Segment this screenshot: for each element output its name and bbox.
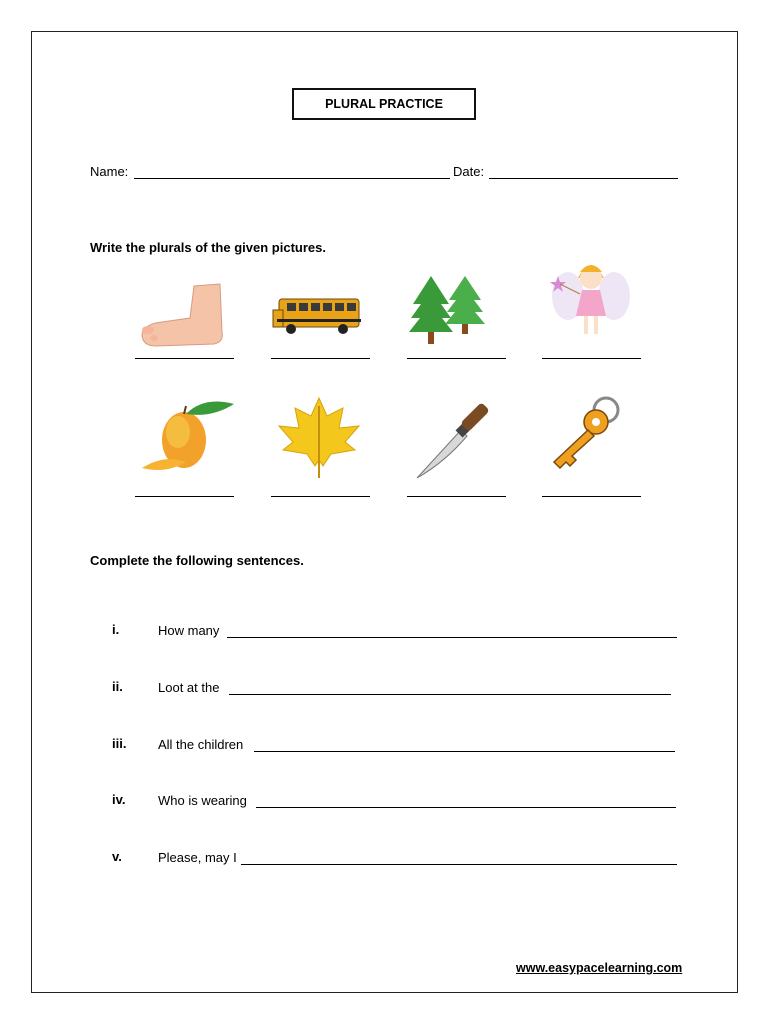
name-field[interactable]	[134, 178, 450, 179]
sentence-answer-line[interactable]	[256, 807, 676, 808]
fairy-icon	[540, 256, 640, 346]
sentence-prompt: How many	[158, 623, 220, 638]
sentence-prompt: All the children	[158, 737, 244, 752]
knife-icon	[405, 392, 505, 482]
key-icon	[540, 392, 640, 482]
item-number: iii.	[112, 736, 127, 751]
item-number: i.	[112, 622, 120, 637]
name-label: Name:	[90, 164, 129, 179]
answer-line[interactable]	[407, 358, 506, 359]
item-number: ii.	[112, 679, 123, 694]
sentence-answer-line[interactable]	[229, 694, 671, 695]
answer-line[interactable]	[135, 358, 234, 359]
sentence-prompt: Please, may I	[158, 850, 237, 865]
mango-icon	[134, 392, 234, 482]
answer-line[interactable]	[271, 358, 370, 359]
answer-line[interactable]	[271, 496, 370, 497]
website-link[interactable]: www.easypacelearning.com	[516, 961, 683, 975]
answer-line[interactable]	[542, 358, 641, 359]
item-number: v.	[112, 849, 122, 864]
leaf-icon	[269, 392, 369, 482]
sentence-answer-line[interactable]	[227, 637, 677, 638]
answer-line[interactable]	[407, 496, 506, 497]
date-field[interactable]	[489, 178, 678, 179]
sentence-answer-line[interactable]	[241, 864, 677, 865]
sentence-answer-line[interactable]	[254, 751, 675, 752]
trees-icon	[405, 270, 505, 360]
item-number: iv.	[112, 792, 126, 807]
bus-icon	[269, 272, 369, 362]
section2-instruction: Complete the following sentences.	[90, 553, 304, 568]
answer-line[interactable]	[135, 496, 234, 497]
worksheet-title: PLURAL PRACTICE	[292, 88, 476, 120]
foot-icon	[134, 272, 234, 362]
date-label: Date:	[453, 164, 485, 179]
section1-instruction: Write the plurals of the given pictures.	[90, 240, 326, 255]
sentence-prompt: Who is wearing	[158, 793, 247, 808]
sentence-prompt: Loot at the	[158, 680, 220, 695]
page-border	[31, 31, 738, 993]
answer-line[interactable]	[542, 496, 641, 497]
